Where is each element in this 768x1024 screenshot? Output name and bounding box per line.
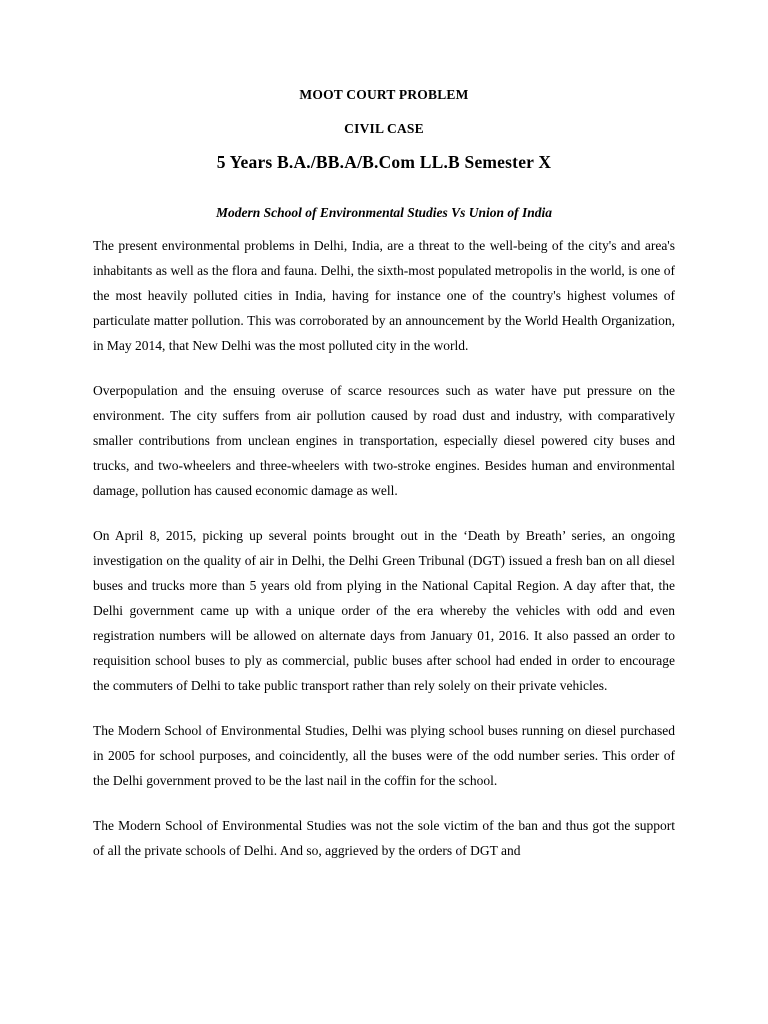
- paragraph-1: The present environmental problems in Delhi, India, are a threat to the well-being of the city's and area's inhabitants as well as the flora and fauna. Delhi, the sixth-most populated metropolis in the world, is one of the most heavily polluted cities in India, having for instance one of the country's highest volumes of particulate matter pollution. This was corroborated by an announcement by the World Health Organization, in May 2014, that New Delhi was the most polluted city in the world.: [93, 238, 675, 353]
- document-title: MOOT COURT PROBLEM: [299, 87, 469, 102]
- paragraph-5: The Modern School of Environmental Studies was not the sole victim of the ban and thus got the support of all the private schools of Delhi. And so, aggrieved by the orders of DGT and: [93, 818, 675, 858]
- case-type-heading: CIVIL CASE: [344, 121, 424, 136]
- paragraph-3: On April 8, 2015, picking up several points brought out in the ‘Death by Breath’ series, an ongoing investigation on the quality of air in Delhi, the Delhi Green Tribunal (DGT) issued a fresh ban on all diesel buses and trucks more than 5 years old from plying in the National Capital Region. A day after that, the Delhi government came up with a unique order of the era whereby the vehicles with odd and even registration numbers will be allowed on alternate days from January 01, 2016. It also passed an order to requisition school buses to ply as commercial, public buses after school had ended in order to encourage the commuters of Delhi to take public transport rather than rely solely on their private vehicles.: [93, 528, 675, 693]
- course-heading: 5 Years B.A./BB.A/B.Com LL.B Semester X: [216, 152, 552, 172]
- paragraph-4: The Modern School of Environmental Studies, Delhi was plying school buses running on diesel purchased in 2005 for school purposes, and coincidently, all the buses were of the odd number series. This order of the Delhi government proved to be the last nail in the coffin for the school.: [93, 723, 675, 788]
- paragraph-2: Overpopulation and the ensuing overuse of scarce resources such as water have put pressure on the environment. The city suffers from air pollution caused by road dust and industry, with comparatively smaller contributions from unclean engines in transportation, especially diesel powered city buses and trucks, and two-wheelers and three-wheelers with two-stroke engines. Besides human and environmental damage, pollution has caused economic damage as well.: [93, 383, 675, 498]
- case-parties-heading: Modern School of Environmental Studies Vs Union of India: [215, 204, 553, 220]
- document-body: [93, 233, 675, 883]
